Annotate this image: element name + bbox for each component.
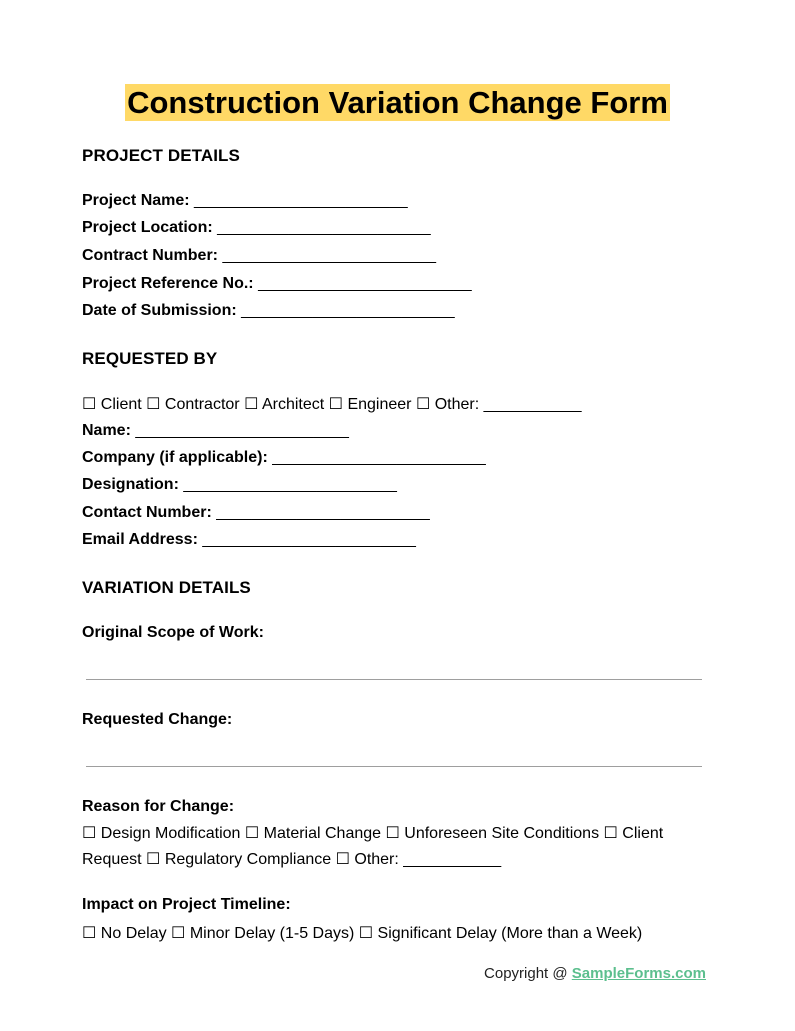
field-blank[interactable]: ________________________ [258, 275, 472, 292]
field-label: Impact on Project Timeline: [82, 896, 291, 913]
impact-options-text[interactable]: ☐ No Delay ☐ Minor Delay (1-5 Days) ☐ Significant Delay (More than a Week) [82, 925, 643, 942]
requested-change-line[interactable] [86, 766, 702, 767]
contact-number-field[interactable] [82, 504, 430, 522]
reason-options[interactable] [82, 821, 682, 873]
field-blank[interactable]: ________________________ [183, 476, 397, 493]
original-scope-line[interactable] [86, 679, 702, 680]
field-blank[interactable]: ________________________ [194, 192, 408, 209]
field-label: Email Address: [82, 531, 198, 548]
title-container [0, 84, 795, 121]
other-blank[interactable]: ___________ [483, 396, 582, 413]
copyright-prefix: Copyright @ [484, 965, 572, 982]
requester-name-field[interactable] [82, 422, 349, 440]
other-blank[interactable]: ___________ [403, 851, 502, 868]
field-blank[interactable]: ________________________ [135, 422, 349, 439]
field-label: Designation: [82, 476, 179, 493]
field-blank[interactable]: ________________________ [202, 531, 416, 548]
copyright-footer [484, 965, 706, 982]
original-scope-label [82, 624, 264, 642]
brand-link[interactable]: SampleForms.com [571, 965, 706, 982]
date-of-submission-field[interactable] [82, 302, 455, 320]
reason-label [82, 798, 234, 816]
field-label: Reason for Change: [82, 798, 235, 815]
field-label: Requested Change: [82, 711, 233, 728]
field-blank[interactable]: ________________________ [222, 247, 437, 264]
impact-label [82, 896, 291, 914]
field-blank[interactable]: ________________________ [241, 302, 455, 319]
field-blank[interactable]: ________________________ [216, 504, 430, 521]
requested-change-label [82, 711, 232, 729]
designation-field[interactable] [82, 476, 397, 494]
field-label: Project Name: [82, 192, 190, 209]
form-title: Construction Variation Change Form [127, 85, 668, 120]
field-label: Contact Number: [82, 504, 212, 521]
field-label: Original Scope of Work: [82, 624, 264, 641]
field-label: Name: [82, 422, 131, 439]
field-label: Contract Number: [82, 247, 219, 264]
field-blank[interactable]: ________________________ [217, 219, 431, 236]
project-details-heading: PROJECT DETAILS [82, 146, 240, 165]
project-location-field[interactable] [82, 219, 431, 237]
project-reference-field[interactable] [82, 275, 472, 293]
reason-options-text[interactable]: ☐ Design Modification ☐ Material Change ☐ Unforeseen Site Conditions ☐ Client Request ☐ Regulatory Compliance ☐ Other: [82, 825, 664, 868]
contract-number-field[interactable] [82, 247, 436, 265]
requester-type-options[interactable] [82, 394, 582, 414]
project-name-field[interactable] [82, 192, 408, 210]
email-address-field[interactable] [82, 531, 416, 549]
variation-details-heading: VARIATION DETAILS [82, 578, 251, 597]
impact-options[interactable] [82, 923, 642, 943]
requester-options-text[interactable]: ☐ Client ☐ Contractor ☐ Architect ☐ Engineer ☐ Other: [82, 396, 480, 413]
field-label: Date of Submission: [82, 302, 237, 319]
requested-by-heading: REQUESTED BY [82, 349, 218, 368]
field-label: Project Location: [82, 219, 213, 236]
field-label: Company (if applicable): [82, 449, 268, 466]
field-label: Project Reference No.: [82, 275, 254, 292]
field-blank[interactable]: ________________________ [272, 449, 486, 466]
company-field[interactable] [82, 449, 486, 467]
